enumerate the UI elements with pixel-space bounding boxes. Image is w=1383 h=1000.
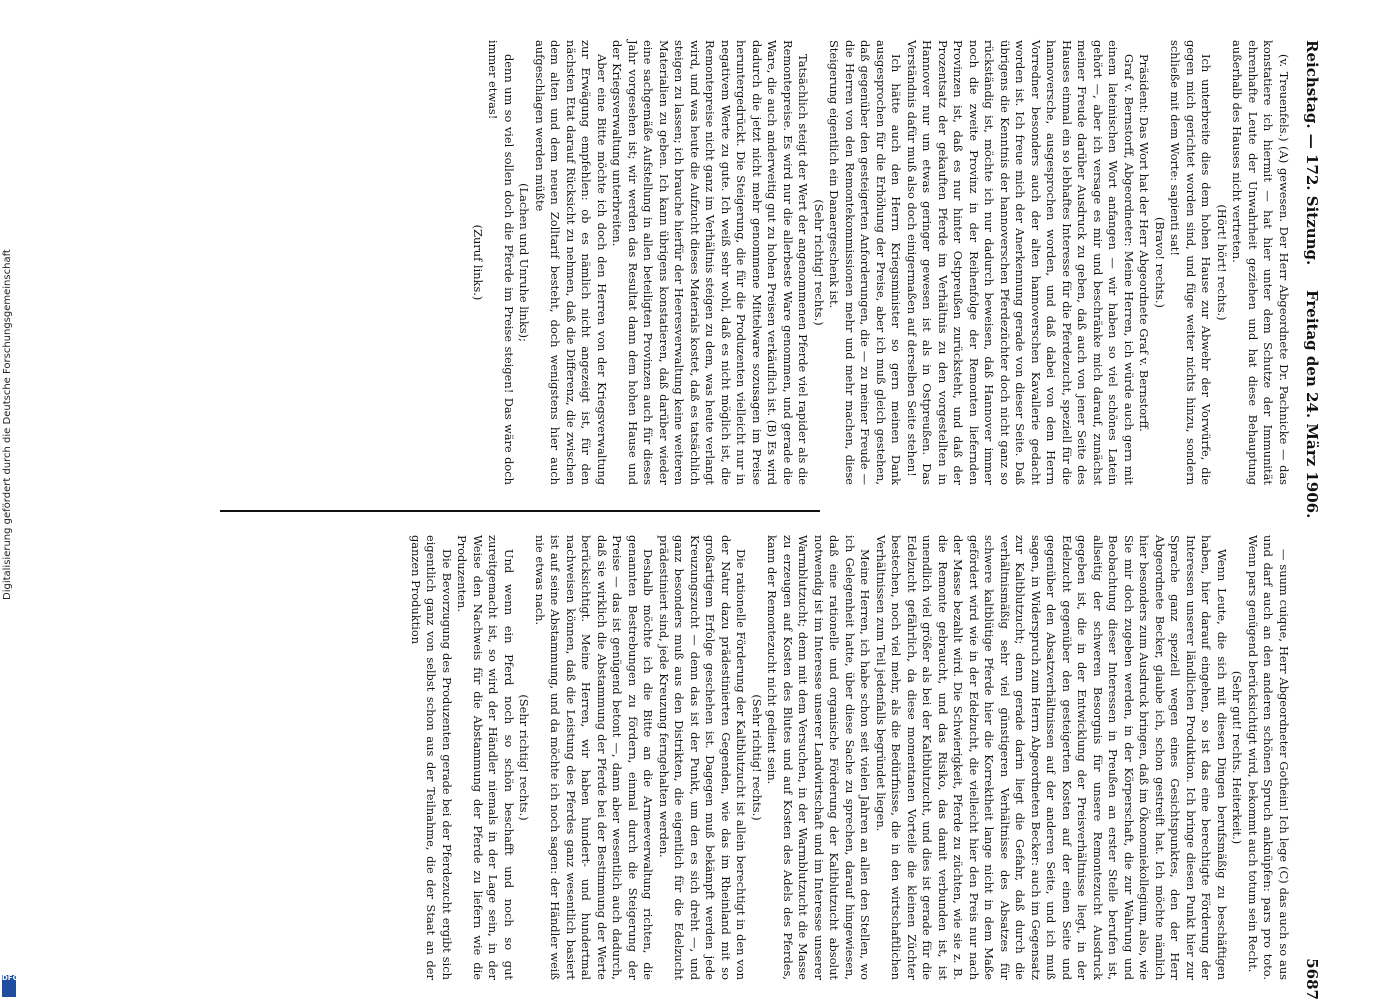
paragraph: Meine Herren, ich habe schon seit vielen Jahren an allen den Stellen, wo ich Gelegenheit hatte, über diese Sache zu sprechen, darauf hingewiesen, daß eine rationelle und organische Förderung der Kaltblutzucht absolut notwendig ist im Interesse unserer Landwirtschaft und im Interesse unserer Warmblutzucht; denn mit dem Versuchen, in der Warmblutzucht die Masse zu erzeugen auf Kosten des Blutes und auf Kosten des Adels des Pferdes, kann der Remontezucht nicht gedient sein. xyxy=(765,535,873,980)
session-title: Reichstag. — 172. Sitzung. xyxy=(1303,40,1321,266)
paragraph: Ich hätte auch den Herrn Kriegsminister so gern meinen Dank ausgesprochen für die Erhöhung der Preise, aber ich muß gleich gestehen, daß gegenüber den gesteigerten Anforderungen, die — zu meiner Freude — die Herren von den Remontekommissionen mehr und mehr machen, diese Steigerung eigentlich ein Danaergeschenk ist. xyxy=(827,40,904,485)
column-divider xyxy=(220,510,820,512)
paragraph: — suum cuique, Herr Abgeordneter Gothein! Ich lege (C) das auch so aus und darf auch an den anderen schönen Spruch anknüpfen: pars pro toto. Wenn pars genügend berücksichtigt wird, bekommt auch totum sein Recht. xyxy=(1246,535,1291,980)
interjection: (Sehr richtig! rechts.) xyxy=(812,199,826,326)
paragraph: Tatsächlich steigt der Wert der angenommenen Pferde viel rapider als die Remontepreise. Es wird nur die allerbeste Ware genommen, und gerade die Ware, die auch anderweitig gut zu hohen Preisen verkäuflich ist. (B) Es wird dadurch die jetzt nicht mehr genommene Mittelware sozusagen im Preise heruntergedrückt. Die Steigerung, die für die Produzenten vielleicht nur in negativem Werte zu gute. Ich weiß sehr wohl, daß es nicht möglich ist, die Remontepreise nicht ganz im Verhältnis steigen zu dem, was heute verlangt wird, und was heute die Aufzucht dieses Materials kostet, daß es tatsächlich steigen zu lassen; ich brauche hierfür der Heeresverwaltung keine weiteren Materialien zu geben. Ich kann übrigens konstatieren, daß darüber wieder eine sachgemäße Aufstellung in allen beteiligten Provinzen auch für dieses Jahr vorgesehen ist; wir werden das Resultat dann dem hohen Hause und der Kriegsverwaltung unterbreiten. xyxy=(610,40,811,485)
text-column-left xyxy=(470,40,1292,485)
paragraph: Die Bevorzugung des Produzenten gerade bei der Pferdezucht ergibt sich eigentlich ganz von selbst schon aus der Teilnahme, die der Staat an der ganzen Produktion xyxy=(409,535,454,980)
page-header xyxy=(1297,40,1325,1000)
paragraph: Ich unterbreite dies dem hohen Hause zur Abwehr der Vorwürfe, die gegen mich gerichtet worden sind, und füge weiter nichts hinzu, sondern schließe mit dem Worte: sapienti sat! xyxy=(1168,40,1214,485)
paragraph: Wenn Leute, die sich mit diesen Dingen berufsmäßig zu beschäftigen haben, hier darauf eingehen, so ist das eine berechtigte Förderung der Interessen unserer ländlichen Produktion. Ich bringe diesen Punkt hier zur Sprache ganz speziell wegen eines Gesichtspunktes, den der Herr Abgeordnete Becker, glaube ich, schon gestreift hat. Ich möchte nämlich hier besonders zum Ausdruck bringen, daß im Ökonomiekollegium, also, wie Sie mir doch zugeben werden, in der Körperschaft, die zur Wahrung und Beobachtung dieser Interessen in Preußen an erster Stelle berufen ist, allseitig der schweren Besorgnis für unsere Remontezucht Ausdruck gegeben ist, die in der Entwicklung der Preisverhältnisse liegt, in der Edelzucht gegenüber den gesteigerten Kosten auf der einen Seite und gegenüber den Absatzverhältnissen auf der anderen Seite, und ich muß sagen, in Widerspruch zum Herrn Abgeordneten Becker: auch im Gegensatz zur Kaltblutzucht; denn gerade darin liegt die Gefahr, daß durch die verhältnismäßig sehr viel günstigeren Verhältnisse des Absatzes für schwere kaltblütige Pferde hier die Korrektheit lange nicht in dem Maße gefördert wird wie in der Edelzucht, die vielleicht hier den Preis nur nach der Masse bezahlt wird. Die Schwierigkeit, Pferde zu züchten, wie sie z. B. die Remonte gebraucht, und das Risiko, das damit verbunden ist, ist unendlich viel größer als bei der Kaltblutzucht, und dies ist gerade für die Edelzucht gefährlich, da diese momentanen Vorteile die kleinen Züchter bestechen, noch viel mehr, als die Bedürfnisse, die in den wirtschaftlichen Verhältnissen zum Teil jedenfalls begründet liegen. xyxy=(874,535,1229,980)
date-line: Freitag den 24. März 1906. xyxy=(1303,290,1321,519)
paragraph: Und wenn ein Pferd noch so schön beschafft und noch so gut zureitgemacht ist, so wird der Händler niemals in der Lage sein, in der Weise den Nachweis für die Abstammung der Pferde zu liefern wie die Produzenten. xyxy=(455,535,516,980)
interjection: (Lachen und Unruhe links); xyxy=(517,183,532,342)
paragraph: Präsident: Das Wort hat der Herr Abgeordnete Graf v. Bernstorff. xyxy=(1137,54,1152,432)
interjection: (Sehr gut! rechts. Heiterkeit.) xyxy=(1230,670,1245,845)
paragraph: Graf v. Bernstorff, Abgeordneter: Meine Herren, ich würde auch gern mit einem lateinischen Wort anfangen — wir haben so viel schönes Latein gehört —, aber ich versage es mir und beschränke mich darauf, zunächst meiner Freude darüber Ausdruck zu geben, daß auch von jener Seite des Hauses einmal ein so lebhaftes Interesse für die Pferdezucht, speziell für die hannoversche, ausgesprochen worden, und daß dabei von dem Herrn Vorredner besonders auch der alten hannoverschen Kavallerie gedacht worden ist. Ich freue mich der Anerkennung gerade von dieser Seite. Daß übrigens die Kenntnis der hannoverschen Pferdezüchter doch nicht ganz so rückständig ist, möchte ich nur dadurch beweisen, daß Hannover immer noch die zweite Provinz in der Reihenfolge der Remonten liefernden Provinzen ist, daß es nur hinter Ostpreußen zurücksteht, und daß der Prozentsatz der gekauften Pferde im Verhältnis zu den vorgestellten in Hannover nur um etwas geringer gewesen ist als in Ostpreußen. Das Verständnis dafür muß also doch einigermaßen auf derselben Seite stehen! xyxy=(905,40,1136,485)
text-column-right xyxy=(408,535,1292,980)
paragraph: Deshalb möchte ich die Bitte an die Armeeverwaltung richten, die genannten Bestrebungen zu fördern, einmal durch die Steigerung der Preise — das ist genügend betont —, dann aber wesentlich auch dadurch, daß sie wirklich die Abstammung der Pferde bei der Bestimmung der Werte berücksichtigt. Meine Herren, wir haben hundert- und hundertmal nachweisen können, daß die Leistung des Pferdes ganz wesentlich basiert ist auf seine Abstammung, und da möchte ich noch sagen: der Händler weiß nie etwas nach. xyxy=(533,535,656,980)
paragraph: denn um so viel sollen doch die Pferde im Preise steigen! Das wäre doch immer etwas! xyxy=(486,40,516,485)
interjection: (Hört! hört! rechts.) xyxy=(1215,204,1229,321)
paragraph: Aber eine Bitte möchte ich doch den Herren von der Kriegsverwaltung zur Erwägung empfehlen: ob es nämlich nicht angezeigt ist, für den nächsten Etat darauf Rücksicht zu nehmen, daß die Differenz, die zwischen dem alten und dem neuen Zolltarif besteht, doch wenigstens hier auch aufgeschlagen werden müßte xyxy=(533,40,609,485)
paragraph: Die rationelle Förderung der Kaltblutzucht ist allein berechtigt in den von der Natur dazu prädestinierten Gegenden, wie das im Rheinland mit so großartigem Erfolge geschehen ist. Dagegen muß bekämpft werden jede Kreuzungszucht — denn das ist der Punkt, um den es sich dreht —, und ganz besonders muß aus den Distrikten, die eigentlich für die Edelzucht prädestiniert sind, jede Kreuzung ferngehalten werden. xyxy=(657,535,749,980)
rotated-page xyxy=(55,40,1325,1000)
interjection: (Zuruf links.) xyxy=(471,224,485,301)
interjection: (Sehr richtig! rechts.) xyxy=(517,694,532,821)
interjection: (Bravo! rechts.) xyxy=(1153,217,1167,308)
dfg-logo: DFG xyxy=(2,975,16,997)
interjection: (Sehr richtig! rechts.) xyxy=(750,694,764,821)
paragraph: (v. Treuenfels.) (A) gewesen. Der Herr Abgeordnete Dr. Pachnicke — das konstatiere ich hiermit — hat hier unter dem Schutze der Immunität ehrenhafte Leute der Unwahrheit geziehen und hat diese Behauptung außerhalb des Hauses nicht vertreten. xyxy=(1230,40,1291,485)
page-number: 5687 xyxy=(1303,958,1321,1000)
digitization-credit: Digitalisierung gefördert durch die Deutsche Forschungsgemeinschaft xyxy=(2,249,13,600)
